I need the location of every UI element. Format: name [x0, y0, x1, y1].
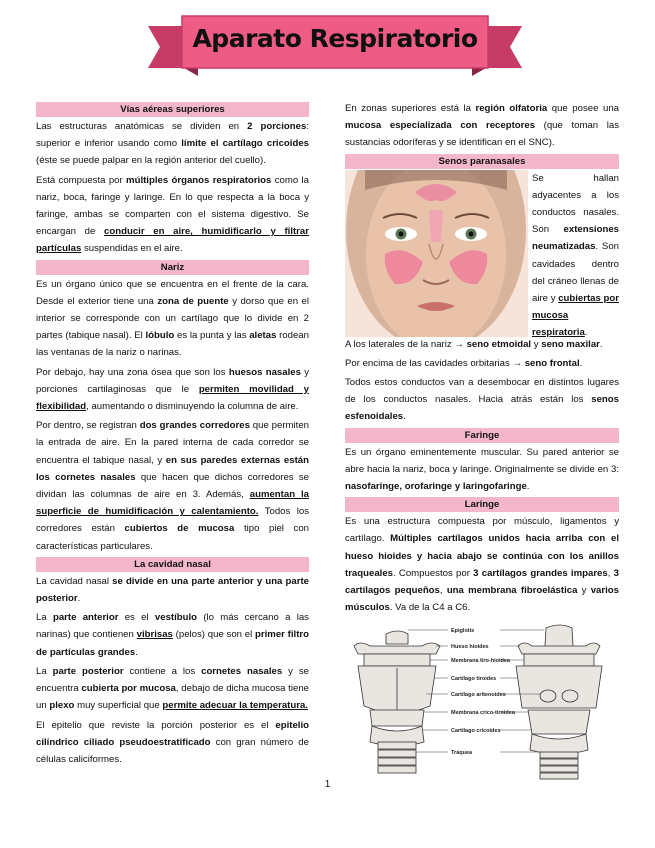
section-header-nariz: Nariz: [36, 260, 309, 275]
nariz-paragraph-1: Es un órgano único que se encuentra en el frente de la cara. Desde el exterior tiene una zona de puente y dorso que en el interior se corresponde con un cartílago que lo divide en 2 partes (tabique nasal). El lóbulo es la punta y las aletas rodean las ventanas de la nariz o narinas.: [36, 278, 309, 359]
larynx-diagram: [350, 624, 615, 780]
paranasal-sinus-face-image: [345, 170, 528, 337]
section-header-faringe: Faringe: [345, 428, 619, 443]
laringe-paragraph: Es una estructura compuesta por músculo, ligamentos y cartílago. Múltiples cartílagos unidos hacia arriba con el hueso hioides y hacia abajo se continúa con los anillos traqueales. Compuestos por 3 cartílagos grandes impares, 3 cartílagos pequeños, una membrana fibroelástica y varios músculos. Va de la C4 a C6.: [345, 516, 619, 614]
label-traquea: Tráquea: [451, 750, 473, 756]
label-epiglotis: Epiglotis: [451, 628, 475, 634]
senos-line-1: A los laterales de la nariz → seno etmoidal y seno maxilar.: [345, 338, 603, 350]
faringe-paragraph: Es un órgano eminentemente muscular. Su pared anterior se abre hacia la nariz, boca y laringe. Originalmente se divide en 3: nasofaringe, orofaringe y laringofaringe.: [345, 446, 619, 493]
nariz-paragraph-3: Por dentro, se registran dos grandes corredores que permiten la entrada de aire. En la pared interna de cada corredor se encuentra el tabique nasal, y en sus paredes externas están los cornetes nasales que hacen que dichos corredores se dividan las columnas de aire en 3. Además, aumentan la superficie de humidificación y calentamiento. Todos los corredores están cubiertos de mucosa tipo piel con características particulares.: [36, 420, 309, 552]
label-cartilago-cricoides: Cartílago cricoides: [451, 728, 501, 734]
olfato-paragraph: En zonas superiores está la región olfatoria que posee una mucosa especializada con receptores (que toman las sustancias odoríferas y se identifican en el SNC).: [345, 103, 620, 149]
senos-line-3: Todos estos conductos van a desembocar en distintos lugares de los conductos nasales. Hacia atrás están los senos esfenoidales.: [345, 377, 619, 423]
senos-line-2: Por encima de las cavidades orbitarias → seno frontal.: [345, 357, 583, 369]
cavidad-paragraph-1: La cavidad nasal se divide en una parte anterior y una parte posterior.: [36, 575, 309, 605]
sinus-block: [345, 170, 619, 339]
nariz-paragraph-2: Por debajo, hay una zona ósea que son los huesos nasales y porciones cartilaginosas que le permiten movilidad y flexibilidad, aumentando o disminuyendo la columna de aire.: [36, 366, 310, 413]
cavidad-paragraph-2: La parte anterior es el vestíbulo (lo más cercano a las narinas) que contienen vibrisas (pelos) que son el primer filtro de partículas grandes.: [36, 612, 309, 658]
vias-paragraph-1: Las estructuras anatómicas se dividen en 2 porciones: superior e inferior usando como límite el cartílago cricoides (éste se puede palpar en la región anterior del cuello).: [36, 121, 309, 167]
vias-paragraph-2: Está compuesta por múltiples órganos respiratorios como la nariz, boca, faringe y laringe. En lo que respecta a la boca y faringe, ambas se comparten con el sistema digestivo. Se encargan de conducir en aire, humidificarlo y filtrar partículas suspendidas en el aire.: [36, 174, 309, 255]
right-column: [345, 100, 619, 616]
title-banner: [148, 12, 522, 76]
label-hueso-hioides: Hueso hioides: [451, 644, 489, 650]
label-cartilago-tiroides: Cartílago tiroides: [451, 676, 497, 682]
cavidad-paragraph-3: La parte posterior contiene a los cornetes nasales y se encuentra cubierta por mucosa, debajo de dicha mucosa tiene un plexo muy superficial que permite adecuar la temperatura.: [36, 665, 309, 712]
left-column: [36, 100, 309, 768]
section-header-laringe: Laringe: [345, 497, 619, 512]
section-header-cavidad: La cavidad nasal: [36, 557, 309, 572]
label-membrana-tiro-hioidea: Membrana tiro-hioidea: [451, 658, 510, 664]
label-cartilago-aritenoides: Cartílago aritenoides: [451, 692, 506, 698]
label-membrana-crico-tiroidea: Membrana crico-tiroidea: [451, 710, 515, 716]
sinus-side-text: Se hallan adyacentes a los conductos nasales. Son extensiones neumatizadas. Son cavidades dentro del cráneo llenas de aire y cubiertas por mucosa respiratoria.: [532, 172, 619, 339]
section-header-senos: Senos paranasales: [345, 154, 619, 169]
section-header-vias: Vías aéreas superiores: [36, 102, 309, 117]
page-number: 1: [324, 779, 331, 790]
page-title: Aparato Respiratorio: [192, 24, 478, 53]
cavidad-paragraph-4: El epitelio que reviste la porción posterior es el epitelio cilíndrico ciliado pseudoestratificado con gran número de células caliciformes.: [36, 719, 309, 765]
